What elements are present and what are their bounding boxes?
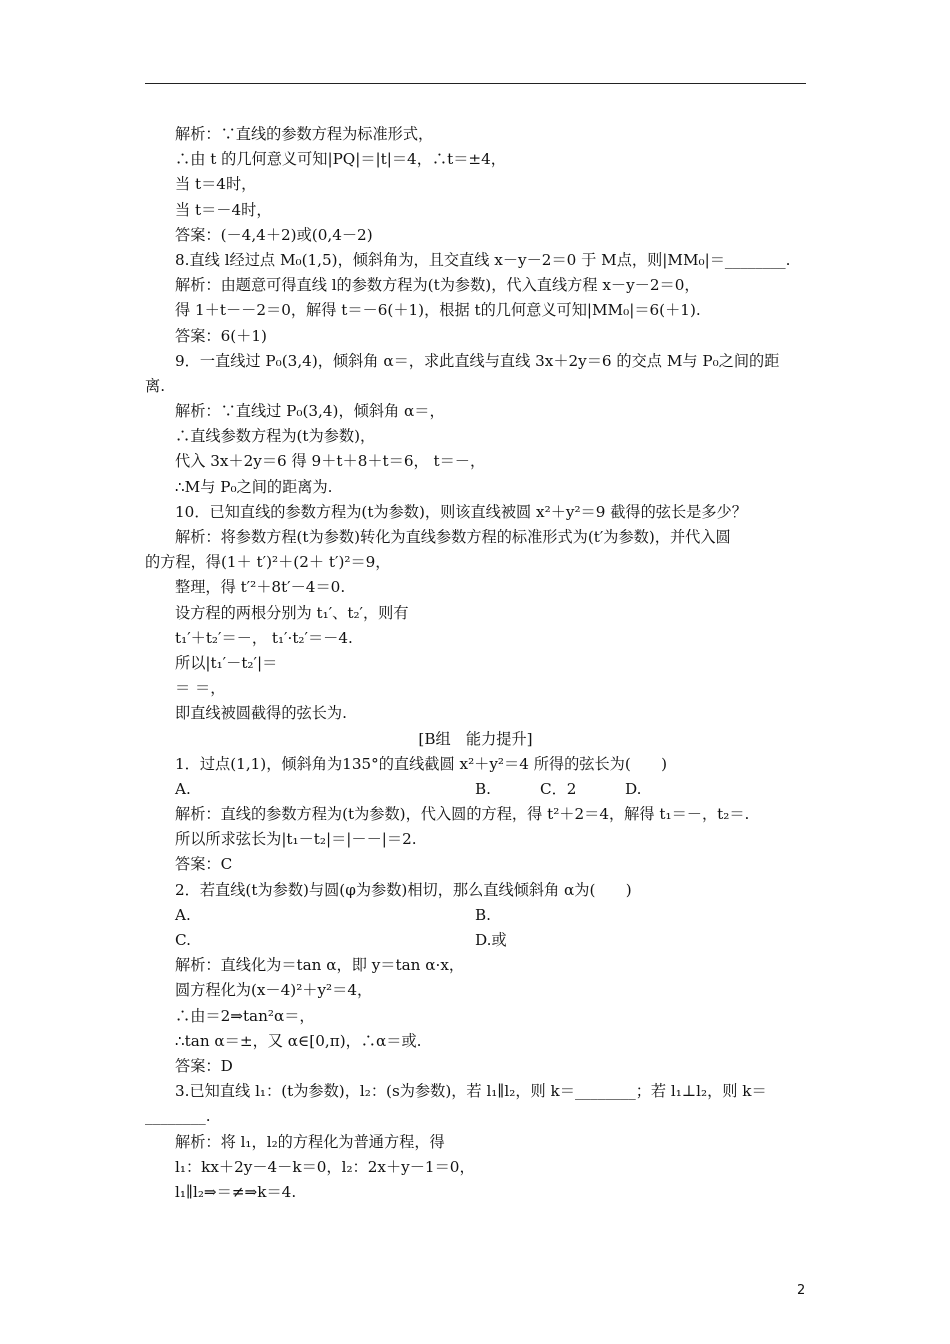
answer-line: 答案：(－4,4＋2)或(0,4－2) (175, 225, 373, 244)
text-line: 整理，得 t′²＋8t′－4＝0. (175, 578, 346, 597)
text-line: ∴直线参数方程为(t为参数)， (175, 427, 376, 446)
option-row (145, 903, 806, 928)
section-heading: [B组 能力提升] (418, 729, 533, 748)
text-line: 解析：直线化为＝tan α，即 y＝tan α·x， (175, 956, 465, 975)
page-number: 2 (797, 1283, 806, 1298)
option-c: C. (175, 931, 191, 949)
page-content (145, 122, 806, 1205)
question-line: 8.直线 l经过点 M₀(1,5)，倾斜角为，且交直线 x－y－2＝0 于 M点，则|MM₀|＝________. (175, 250, 791, 269)
option-d: D.或 (475, 931, 507, 949)
text-line: 设方程的两根分别为 t₁′、t₂′，则有 (175, 603, 409, 622)
question-line: 1．过点(1,1)，倾斜角为135°的直线截圆 x²＋y²＝4 所得的弦长为( ) (175, 754, 668, 773)
text-line: ＝ ＝， (175, 679, 226, 698)
text-line: 得 1＋t－－2＝0，解得 t＝－6(＋1)，根据 t的几何意义可知|MM₀|＝6(＋1). (175, 301, 701, 320)
text-line: 当 t＝－4时， (175, 200, 272, 219)
option-b: B. (475, 905, 491, 924)
question-line-cont: 离. (145, 376, 166, 395)
question-line-cont: ________. (145, 1107, 211, 1126)
answer-line: 答案：D (175, 1056, 233, 1075)
text-line: 解析：由题意可得直线 l的参数方程为(t为参数)，代入直线方程 x－y－2＝0， (175, 276, 700, 295)
option-c: C．2 (540, 779, 577, 798)
text-line: 解析：∵直线的参数方程为标准形式， (175, 125, 434, 143)
text-line: ∴tan α＝±，又 α∈[0,π)，∴α＝或. (175, 1031, 422, 1050)
option-a: A. (175, 905, 191, 924)
text-line: 当 t＝4时， (175, 175, 257, 194)
option-row (145, 928, 806, 953)
text-line: 解析：将参数方程(t为参数)转化为直线参数方程的标准形式为(t′为参数)，并代入圆 (175, 528, 731, 546)
text-line: 代入 3x＋2y＝6 得 9＋t＋8＋t＝6， t＝－， (175, 452, 486, 471)
answer-line: 答案：C (175, 855, 233, 874)
answer-line: 答案：6(＋1) (175, 326, 267, 345)
header-rule (145, 83, 806, 84)
question-line: 9．一直线过 P₀(3,4)，倾斜角 α＝，求此直线与直线 3x＋2y＝6 的交点 M与 P₀之间的距 (175, 351, 780, 370)
question-line: 2．若直线(t为参数)与圆(φ为参数)相切，那么直线倾斜角 α为( ) (175, 880, 632, 899)
text-line: 解析：∵直线过 P₀(3,4)，倾斜角 α＝， (175, 402, 445, 421)
text-line: 解析：直线的参数方程为(t为参数)，代入圆的方程，得 t²＋2＝4，解得 t₁＝－，t₂＝. (175, 805, 750, 824)
text-line: 圆方程化为(x－4)²＋y²＝4， (175, 981, 373, 1000)
text-line: l₁∥l₂⇒＝≠⇒k＝4. (175, 1182, 297, 1201)
question-line: 3.已知直线 l₁：(t为参数)，l₂：(s为参数)，若 l₁∥l₂，则 k＝________；若 l₁⊥l₂，则 k＝ (175, 1082, 767, 1101)
option-row (145, 777, 806, 802)
text-line: ∴M与 P₀之间的距离为. (175, 477, 333, 496)
text-line: t₁′＋t₂′＝－， t₁′·t₂′＝－4. (175, 628, 353, 647)
text-line: 即直线被圆截得的弦长为. (175, 704, 347, 723)
text-line: 解析：将 l₁，l₂的方程化为普通方程，得 (175, 1132, 445, 1151)
option-d: D. (625, 779, 642, 798)
text-line-cont: 的方程，得(1＋ t′)²＋(2＋ t′)²＝9， (145, 553, 391, 572)
option-a: A. (175, 779, 191, 798)
option-b: B. (475, 779, 491, 798)
text-line: 所以|t₁′－t₂′|＝ (175, 653, 278, 672)
text-line: ∴由 t 的几何意义可知|PQ|＝|t|＝4，∴t＝±4， (175, 150, 506, 169)
text-line: l₁：kx＋2y－4－k＝0，l₂：2x＋y－1＝0， (175, 1157, 475, 1176)
text-line: 所以所求弦长为|t₁－t₂|＝|－－|＝2. (175, 830, 417, 849)
text-line: ∴由＝2⇒tan²α＝， (175, 1006, 315, 1025)
question-line: 10．已知直线的参数方程为(t为参数)，则该直线被圆 x²＋y²＝9 截得的弦长是多少？ (175, 502, 747, 521)
